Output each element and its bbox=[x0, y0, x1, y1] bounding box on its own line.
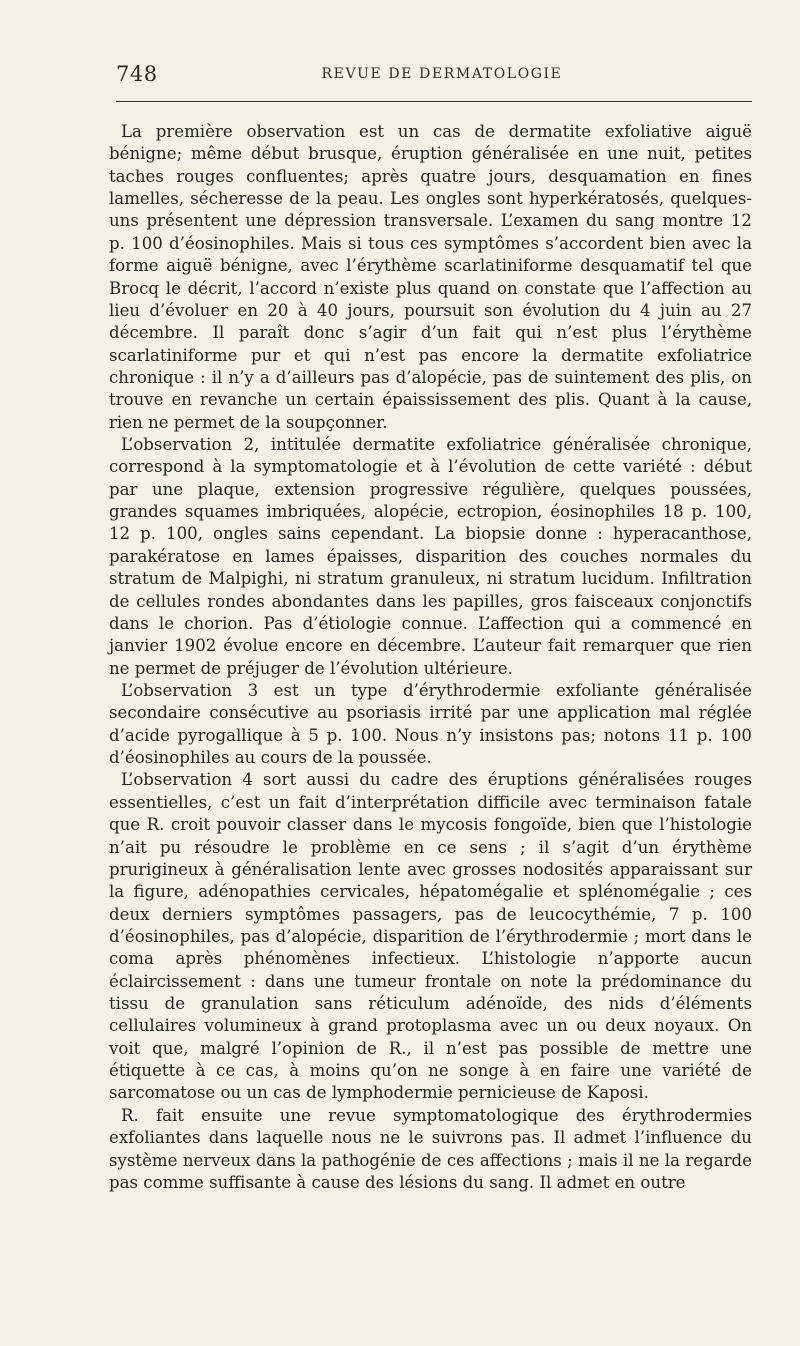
paragraph-observation-3: L’observation 3 est un type d’érythrodermie exfoliante généralisée secondaire consécutive au psoriasis irrité par une application mal réglée d’acide pyrogallique à 5 p. 100. Nous n’y insistons pas; notons 11 p. 100 d’éosinophiles au cours de la poussée. bbox=[109, 680, 752, 768]
paragraph-symptomatology-review: R. fait ensuite une revue symptomatologique des érythrodermies exfoliantes dans laquelle nous ne le suivrons pas. Il admet l’influence du système nerveux dans la pathogénie de ces affections ; mais il ne la regarde pas comme suffisante à cause des lésions du sang. Il admet en outre bbox=[109, 1105, 752, 1192]
running-head bbox=[116, 62, 752, 90]
paragraph-observation-2: L’observation 2, intitulée dermatite exfoliatrice généralisée chronique, correspond à la symptomatologie et à l’évolution de cette variété : début par une plaque, extension progressive régulière, quelques poussées, grandes squames imbriquées, alopécie, ectropion, éosinophiles 18 p. 100, 12 p. 100, ongles sains cependant. La biopsie donne : hyperacanthose, parakératose en lames épaisses, disparition des couches normales du stratum de Malpighi, ni stratum granuleux, ni stratum lucidum. Infiltration de cellules rondes abondantes dans les papilles, gros faisceaux conjonctifs dans le chorion. Pas d’étiologie connue. L’affection qui a commencé en janvier 1902 évolue encore en décembre. L’auteur fait remarquer que rien ne permet de préjuger de l’évolution ultérieure. bbox=[109, 435, 752, 678]
paragraph-observation-1: La première observation est un cas de dermatite exfoliative aiguë bénigne; même début brusque, éruption généralisée en une nuit, petites taches rouges confluentes; après quatre jours, desquamation en fines lamelles, sécheresse de la peau. Les ongles sont hyperkératosés, quelques-uns présentent une dépression transversale. L’examen du sang montre 12 p. 100 d’éosinophiles. Mais si tous ces symptômes s’accordent bien avec la forme aiguë bénigne, avec l’érythème scarlatiniforme desquamatif tel que Brocq le décrit, l’accord n’existe plus quand on constate que l’affection au lieu d’évoluer en 20 à 40 jours, poursuit son évolution du 4 juin au 27 décembre. Il paraît donc s’agir d’un fait qui n’est plus l’érythème scarlatiniforme pur et qui n’est pas encore la dermatite exfoliatrice chronique : il n’y a d’ailleurs pas d’alopécie, pas de suintement des plis, on trouve en revanche un certain épaississement des plis. Quant à la cause, rien ne permet de la soupçonner. bbox=[109, 122, 752, 432]
journal-title: REVUE DE DERMATOLOGIE bbox=[321, 66, 563, 82]
article-body bbox=[109, 121, 752, 1194]
page-number: 748 bbox=[116, 62, 158, 86]
header-rule bbox=[116, 101, 752, 102]
paragraph-observation-4: L’observation 4 sort aussi du cadre des éruptions généralisées rouges essentielles, c’est un fait d’interprétation difficile avec terminaison fatale que R. croit pouvoir classer dans le mycosis fongoïde, bien que l’histologie n’ait pu résoudre le problème en ce sens ; il s’agit d’un érythème prurigineux à généralisation lente avec grosses nodosités apparaissant sur la figure, adénopathies cervicales, hépatomégalie et splénomégalie ; ces deux derniers symptômes passagers, pas de leucocythémie, 7 p. 100 d’éosinophiles, pas d’alopécie, disparition de l’érythrodermie ; mort dans le coma après phénomènes infectieux. L’histologie n’apporte aucun éclaircissement : dans une tumeur frontale on note la prédominance du tissu de granulation sans réticulum adénoïde, des nids d’éléments cellulaires volumineux à grand protoplasma avec un ou deux noyaux. On voit que, malgré l’opinion de R., il n’est pas possible de mettre une étiquette à ce cas, à moins qu’on ne songe à en faire une variété de sarcomatose ou un cas de lymphodermie pernicieuse de Kaposi. bbox=[109, 770, 752, 1103]
